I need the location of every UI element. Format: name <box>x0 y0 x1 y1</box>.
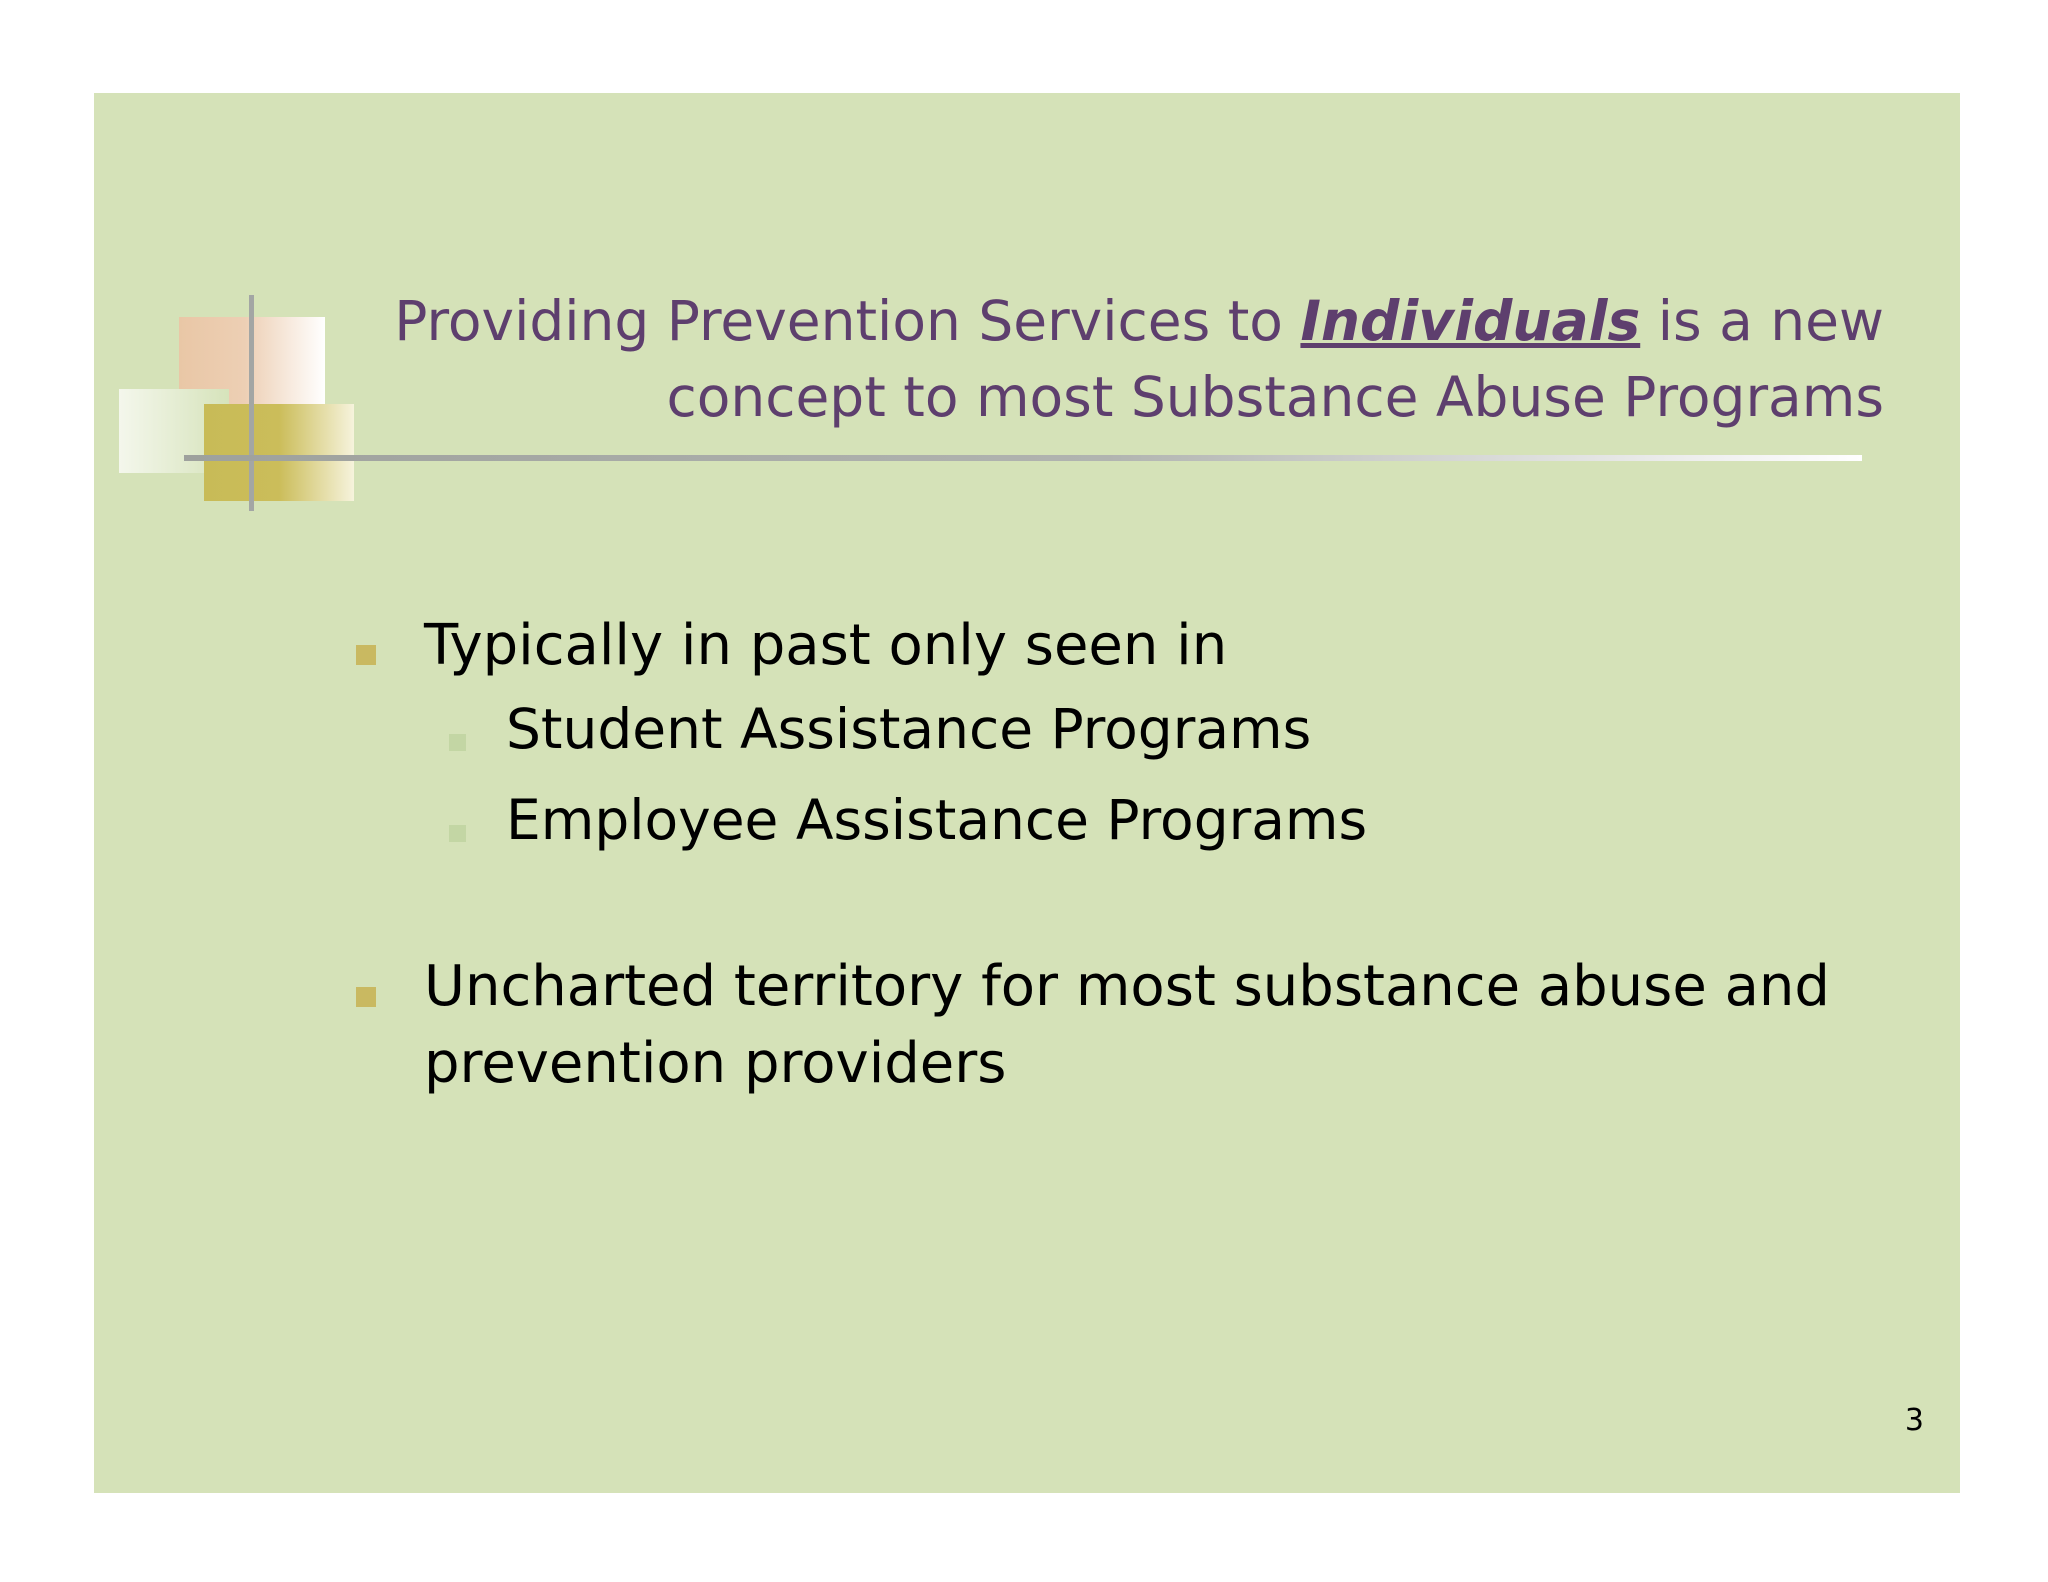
bullet-square-icon <box>356 645 376 665</box>
bullet-item-2-text: Uncharted territory for most substance abuse and prevention providers <box>424 954 1830 1096</box>
title-part-1: Providing Prevention Services to <box>394 289 1301 353</box>
sub-bullet-item-1-text: Student Assistance Programs <box>506 697 1312 761</box>
bullet-list <box>94 93 1960 1493</box>
bullet-item-1-text: Typically in past only seen in <box>424 613 1228 678</box>
title-part-2: is a new concept to most Substance Abuse Programs <box>666 289 1884 429</box>
slide <box>94 93 1960 1493</box>
page-number: 3 <box>1904 1403 1924 1438</box>
bullet-square-icon <box>356 987 376 1007</box>
sub-bullet-item-2-text: Employee Assistance Programs <box>506 788 1368 852</box>
sub-bullet-item-2 <box>506 784 1806 856</box>
bullet-item-1 <box>424 607 1824 684</box>
title-emphasis: Individuals <box>1300 289 1641 353</box>
bullet-item-2 <box>424 948 1894 1102</box>
sub-bullet-square-icon <box>449 825 466 842</box>
sub-bullet-square-icon <box>449 734 466 751</box>
sub-bullet-item-1 <box>506 693 1806 765</box>
